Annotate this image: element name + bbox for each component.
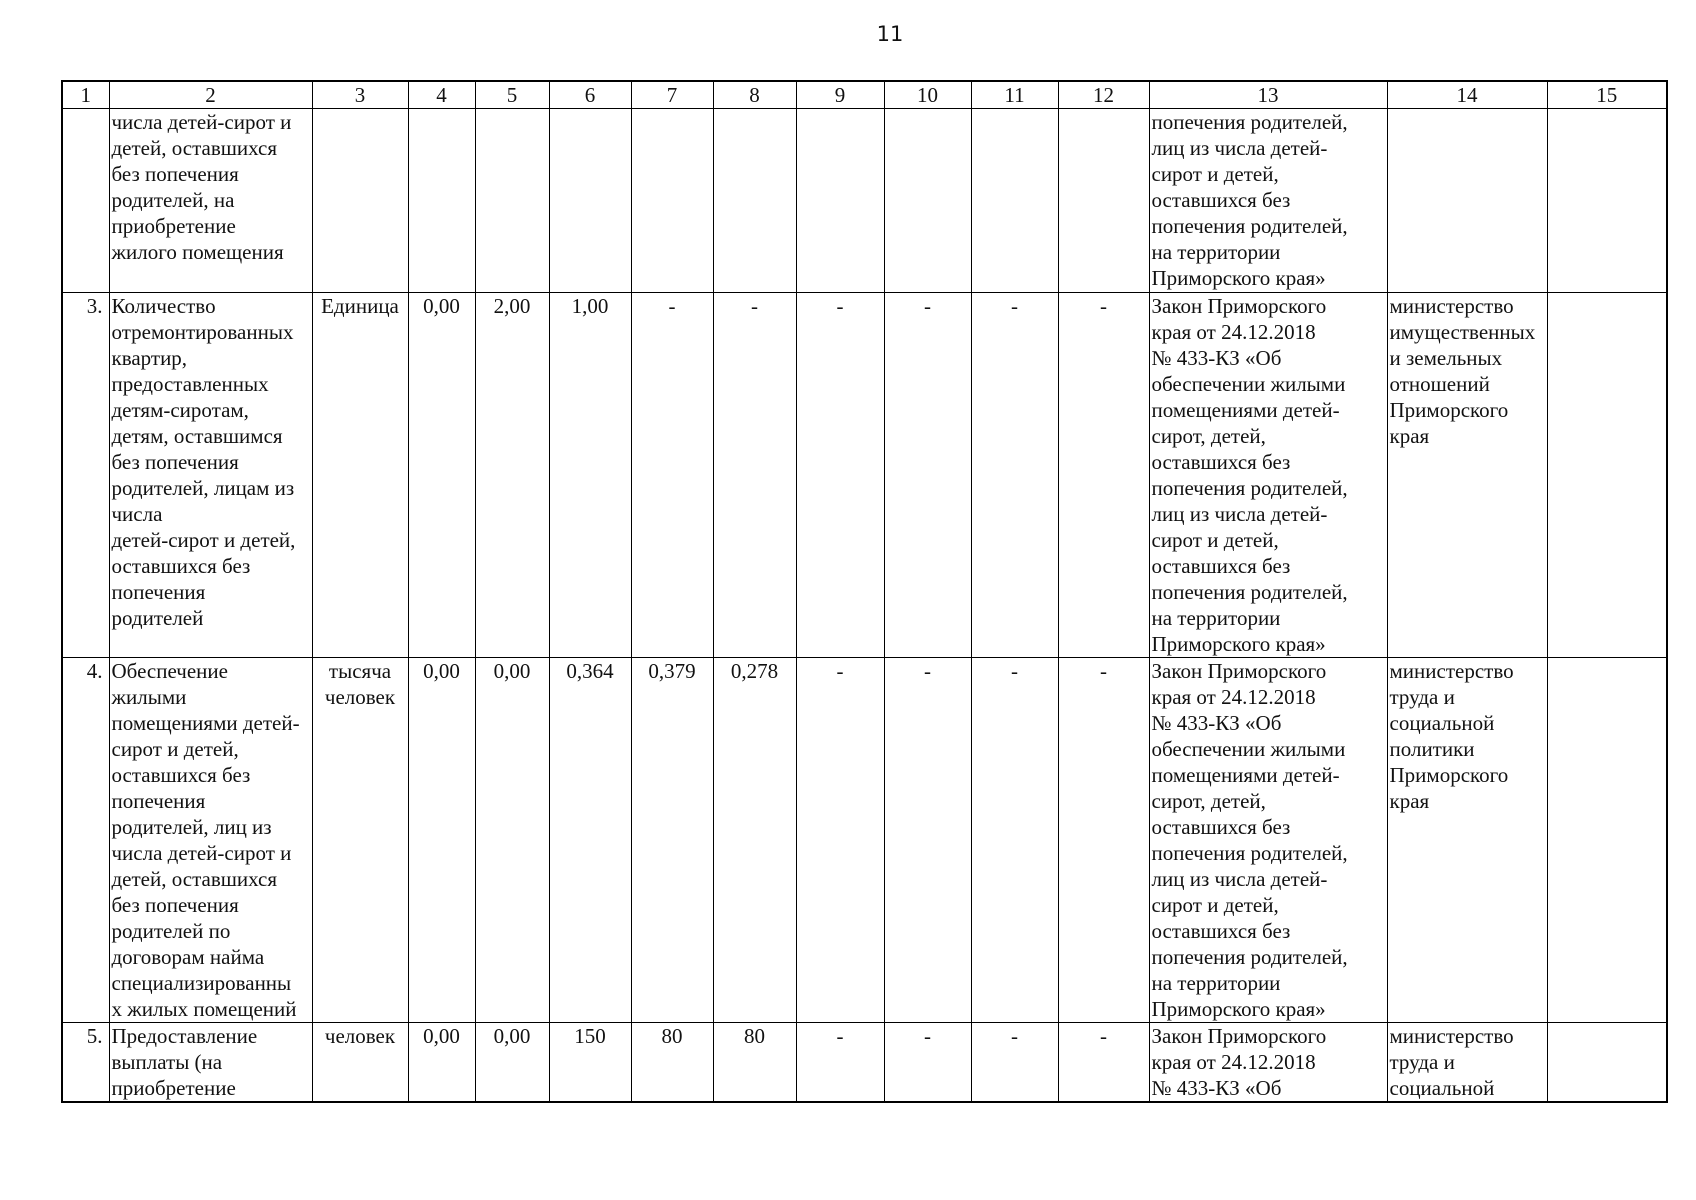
header-cell: 4 (408, 81, 475, 109)
unit-cell (312, 109, 408, 293)
value-cell: - (1058, 293, 1149, 658)
header-cell: 13 (1149, 81, 1387, 109)
header-cell: 7 (631, 81, 713, 109)
value-cell: - (971, 1023, 1058, 1103)
indicators-table (61, 80, 1668, 1103)
value-cell: 0,00 (475, 658, 549, 1023)
empty-cell (1547, 658, 1667, 1023)
header-cell: 8 (713, 81, 796, 109)
value-cell: 150 (549, 1023, 631, 1103)
value-cell: - (713, 293, 796, 658)
value-cell: 1,00 (549, 293, 631, 658)
header-cell: 2 (109, 81, 312, 109)
value-cell: 0,278 (713, 658, 796, 1023)
header-cell: 3 (312, 81, 408, 109)
value-cell: - (796, 293, 884, 658)
value-cell: 0,364 (549, 658, 631, 1023)
header-cell: 6 (549, 81, 631, 109)
table-row (62, 658, 1667, 1023)
value-cell: - (884, 658, 971, 1023)
value-cell: 0,379 (631, 658, 713, 1023)
value-cell: 80 (713, 1023, 796, 1103)
value-cell: 0,00 (408, 1023, 475, 1103)
value-cell: 2,00 (475, 293, 549, 658)
page-number: 11 (876, 22, 904, 46)
law-reference: Закон Приморского края от 24.12.2018 № 433-КЗ «Об обеспечении жилыми помещениями детей- сирот, детей, оставшихся без попечения родителей, лиц из числа детей- сирот и детей, оставшихся без попечения родителей, на территории Приморского края» (1149, 658, 1387, 1023)
value-cell: - (796, 1023, 884, 1103)
value-cell (971, 109, 1058, 293)
header-cell: 10 (884, 81, 971, 109)
law-reference: попечения родителей, лиц из числа детей- сирот и детей, оставшихся без попечения родителей, на территории Приморского края» (1149, 109, 1387, 293)
value-cell (796, 109, 884, 293)
indicator-name: Количество отремонтированных квартир, предоставленных детям-сиротам, детям, оставшимся без попечения родителей, лицам из числа детей-сирот и детей, оставшихся без попечения родителей (109, 293, 312, 658)
executor-cell: министерство труда и социальной (1387, 1023, 1547, 1103)
value-cell (631, 109, 713, 293)
law-reference: Закон Приморского края от 24.12.2018 № 433-КЗ «Об обеспечении жилыми помещениями детей- сирот, детей, оставшихся без попечения родителей, лиц из числа детей- сирот и детей, оставшихся без попечения родителей, на территории Приморского края» (1149, 293, 1387, 658)
row-number (62, 109, 109, 293)
value-cell: - (884, 1023, 971, 1103)
value-cell: 80 (631, 1023, 713, 1103)
header-cell: 12 (1058, 81, 1149, 109)
law-reference: Закон Приморского края от 24.12.2018 № 433-КЗ «Об (1149, 1023, 1387, 1103)
value-cell (475, 109, 549, 293)
value-cell: - (796, 658, 884, 1023)
value-cell (408, 109, 475, 293)
indicator-name: Предоставление выплаты (на приобретение (109, 1023, 312, 1103)
empty-cell (1547, 293, 1667, 658)
value-cell: - (971, 658, 1058, 1023)
header-cell: 14 (1387, 81, 1547, 109)
value-cell: 0,00 (475, 1023, 549, 1103)
value-cell: 0,00 (408, 658, 475, 1023)
empty-cell (1547, 109, 1667, 293)
executor-cell (1387, 109, 1547, 293)
row-number: 4. (62, 658, 109, 1023)
unit-cell: человек (312, 1023, 408, 1103)
executor-cell: министерство имущественных и земельных отношений Приморского края (1387, 293, 1547, 658)
header-cell: 15 (1547, 81, 1667, 109)
header-row (62, 81, 1667, 109)
header-cell: 11 (971, 81, 1058, 109)
value-cell: - (884, 293, 971, 658)
unit-cell: Единица (312, 293, 408, 658)
value-cell: 0,00 (408, 293, 475, 658)
indicator-name: Обеспечение жилыми помещениями детей- сирот и детей, оставшихся без попечения родителей, лиц из числа детей-сирот и детей, оставшихся без попечения родителей по договорам найма специализированны х жилых помещений (109, 658, 312, 1023)
row-number: 5. (62, 1023, 109, 1103)
value-cell (549, 109, 631, 293)
header-cell: 1 (62, 81, 109, 109)
value-cell (884, 109, 971, 293)
header-cell: 5 (475, 81, 549, 109)
value-cell: - (1058, 1023, 1149, 1103)
value-cell (713, 109, 796, 293)
header-cell: 9 (796, 81, 884, 109)
unit-cell: тысяча человек (312, 658, 408, 1023)
table-row (62, 109, 1667, 293)
value-cell: - (971, 293, 1058, 658)
value-cell (1058, 109, 1149, 293)
indicator-name: числа детей-сирот и детей, оставшихся без попечения родителей, на приобретение жилого помещения (109, 109, 312, 293)
value-cell: - (631, 293, 713, 658)
table-row (62, 293, 1667, 658)
value-cell: - (1058, 658, 1149, 1023)
executor-cell: министерство труда и социальной политики Приморского края (1387, 658, 1547, 1023)
table-row (62, 1023, 1667, 1103)
row-number: 3. (62, 293, 109, 658)
empty-cell (1547, 1023, 1667, 1103)
